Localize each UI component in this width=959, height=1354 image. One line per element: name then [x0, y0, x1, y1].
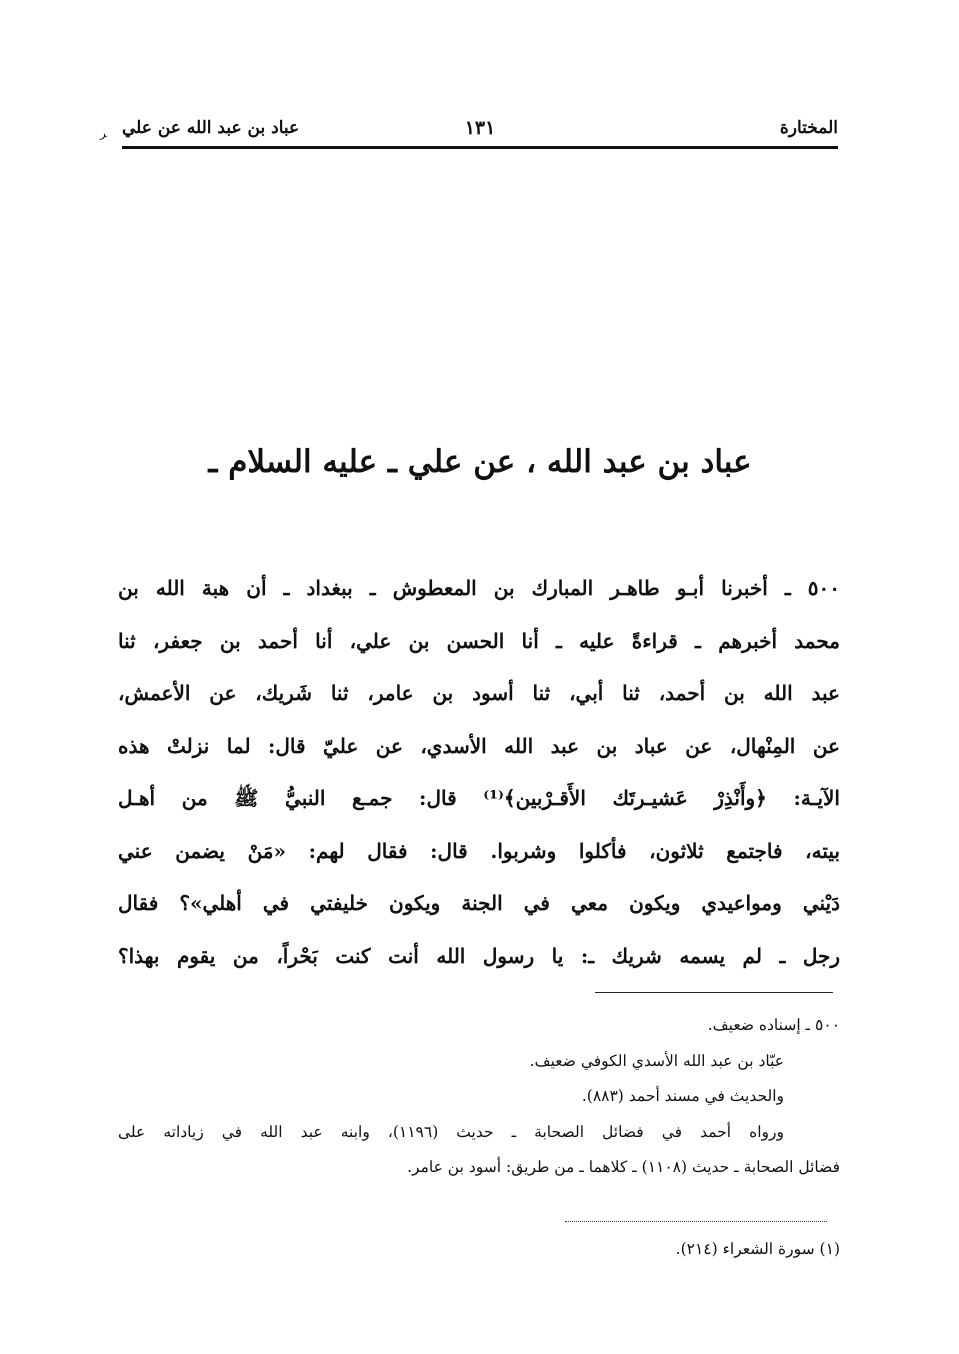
notes-separator — [595, 992, 833, 993]
header-book-title: المختارة — [779, 118, 838, 138]
note-line: ورواه أحمد في فضائل الصحابة ـ حديث (١١٩٦)، وابنه عبد الله في زياداته على — [118, 1122, 784, 1141]
body-line: رجل ـ لم يسمه شريك ـ: يا رسول الله أنت كنت بَحْراً، من يقوم بهذا؟ — [118, 943, 840, 968]
body-line: الآيـة: ﴿وأَنْذِرْ عَشيـرتَك الأَقـرْبين﴾⁽¹⁾ قال: جمـع النبيُّ ﷺ من أهـل — [118, 786, 840, 810]
header-section-title: عباد بن عبد الله عن علي — [122, 118, 300, 138]
header-mark: ﺮ — [100, 126, 107, 140]
footnote-separator — [565, 1221, 827, 1222]
footnote: (١) سورة الشعراء (٢١٤). — [675, 1240, 840, 1258]
header-rule — [122, 146, 838, 149]
body-line: ٥٠٠ ـ أخبرنا أبـو طاهـر المبارك بن المعطوش ـ ببغداد ـ أن هبة الله بن — [118, 576, 840, 600]
body-line: بيته، فاجتمع ثلاثون، فأكلوا وشربوا. قال: فقال لهم: «مَنْ يضمن عني — [118, 838, 840, 863]
running-header — [122, 114, 838, 146]
note-line: والحديث في مسند أحمد (٨٨٣). — [581, 1087, 784, 1105]
note-line: عبّاد بن عبد الله الأسدي الكوفي ضعيف. — [529, 1051, 784, 1070]
notes-section — [118, 1008, 840, 1186]
body-line: عبد الله بن أحمد، ثنا أبي، ثنا أسود بن عامر، ثنا شَريك، عن الأعمش، — [118, 681, 840, 705]
chapter-title: عباد بن عبد الله ، عن علي ـ عليه السلام ـ — [208, 444, 752, 480]
hadith-text — [118, 562, 840, 982]
page-number: ١٣١ — [464, 117, 496, 139]
body-line: دَيْني ومواعيدي ويكون معي في الجنة ويكون خليفتي في أهلي»؟ فقال — [118, 891, 840, 915]
body-line: عن المِنْهال، عن عباد بن عبد الله الأسدي، عن عليّ قال: لما نزلتْ هذه — [118, 733, 840, 758]
note-line: ٥٠٠ ـ إسناده ضعيف. — [707, 1016, 840, 1034]
body-line: محمد أخبرهم ـ قراءةً عليه ـ أنا الحسن بن علي، أنا أحمد بن جعفر، ثنا — [118, 628, 840, 653]
note-line: فضائل الصحابة ـ حديث (١١٠٨) ـ كلاهما ـ من طريق: أسود بن عامر. — [407, 1158, 840, 1176]
